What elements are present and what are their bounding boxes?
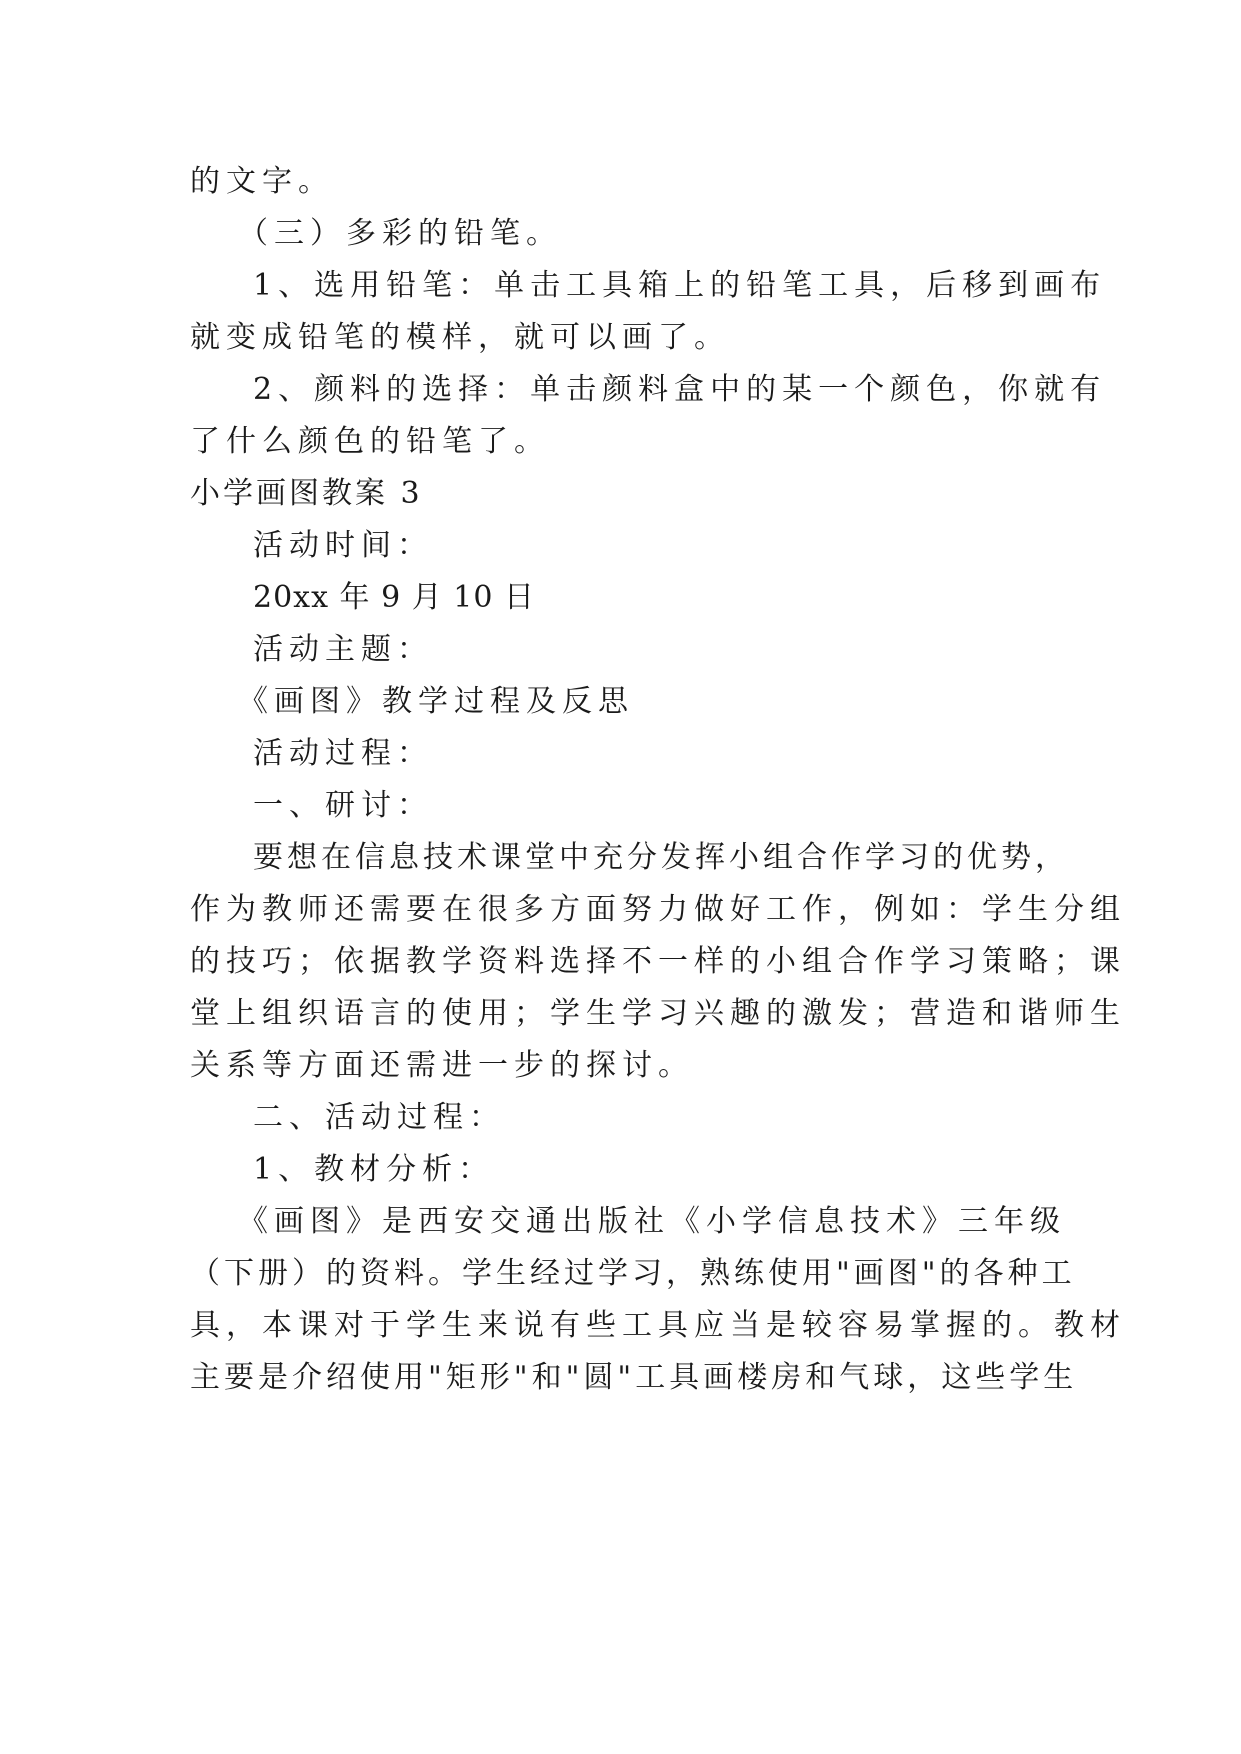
field-value: 《画图》教学过程及反思 bbox=[238, 684, 634, 719]
paragraph-line: 要想在信息技术课堂中充分发挥小组合作学习的优势， bbox=[253, 840, 1069, 875]
paragraph-line: 《画图》是西安交通出版社《小学信息技术》三年级 bbox=[238, 1204, 1066, 1239]
field-label: 活动过程： bbox=[253, 736, 433, 771]
paragraph-line: 2、颜料的选择：单击颜料盒中的某一个颜色，你就有 bbox=[253, 372, 1107, 407]
paragraph-line: 作为教师还需要在很多方面努力做好工作，例如：学生分组 bbox=[190, 892, 1126, 927]
paragraph-line: 关系等方面还需进一步的探讨。 bbox=[190, 1048, 694, 1083]
section-heading: 二、活动过程： bbox=[253, 1100, 505, 1135]
section-heading: （三）多彩的铅笔。 bbox=[238, 216, 562, 251]
paragraph-line: 堂上组织语言的使用；学生学习兴趣的激发；营造和谐师生 bbox=[190, 996, 1126, 1031]
paragraph-line: 了什么颜色的铅笔了。 bbox=[190, 424, 550, 459]
field-value: 20xx 年 9 月 10 日 bbox=[253, 580, 535, 615]
field-label: 活动时间： bbox=[253, 528, 433, 563]
paragraph-line: （下册）的资料。学生经过学习，熟练使用"画图"的各种工 bbox=[190, 1256, 1076, 1291]
section-heading: 一、研讨： bbox=[253, 788, 433, 823]
section-heading: 1、教材分析： bbox=[253, 1152, 495, 1187]
paragraph-line: 主要是介绍使用"矩形"和"圆"工具画楼房和气球，这些学生 bbox=[190, 1360, 1078, 1395]
field-label: 活动主题： bbox=[253, 632, 433, 667]
paragraph-line: 1、选用铅笔：单击工具箱上的铅笔工具，后移到画布 bbox=[253, 268, 1107, 303]
paragraph-line: 的文字。 bbox=[190, 164, 334, 199]
document-title: 小学画图教案 3 bbox=[190, 476, 423, 511]
paragraph-line: 就变成铅笔的模样，就可以画了。 bbox=[190, 320, 730, 355]
paragraph-line: 具，本课对于学生来说有些工具应当是较容易掌握的。教材 bbox=[190, 1308, 1126, 1343]
paragraph-line: 的技巧；依据教学资料选择不一样的小组合作学习策略；课 bbox=[190, 944, 1126, 979]
